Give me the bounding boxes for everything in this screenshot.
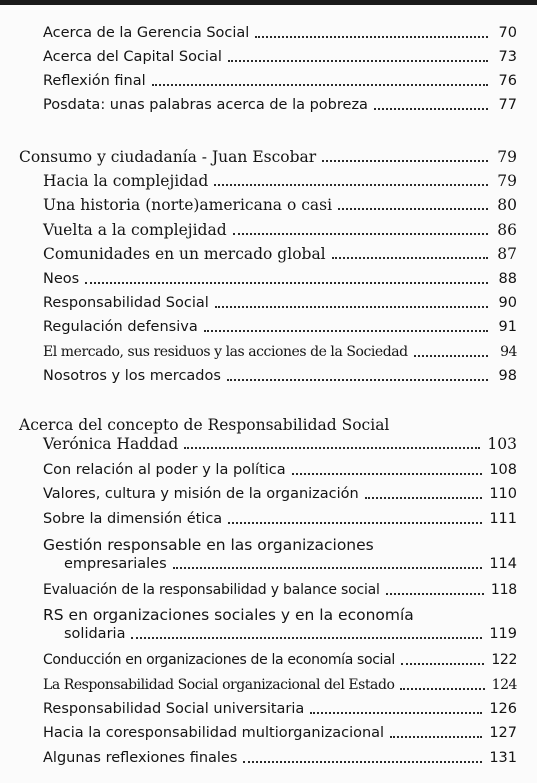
toc-entry-page: 103 — [487, 435, 517, 453]
toc-entry-page: 79 — [497, 148, 517, 166]
toc-entry-page: 87 — [497, 245, 517, 263]
dot-leader — [414, 355, 488, 357]
toc-entry-title: Responsabilidad Social universitaria — [43, 701, 305, 717]
toc-entry-page: 79 — [497, 172, 517, 190]
toc-entry-title: Reflexión final — [43, 73, 146, 89]
toc-entry-page: 80 — [497, 196, 517, 214]
toc-entry-page: 88 — [498, 271, 517, 287]
toc-entry[interactable] — [43, 748, 517, 768]
toc-entry-title: Neos — [43, 271, 80, 287]
toc-entry-title: Nosotros y los mercados — [43, 368, 221, 384]
toc-entry-page: 110 — [489, 486, 517, 502]
dot-leader — [390, 736, 482, 738]
toc-entry-title: Acerca del Capital Social — [43, 49, 222, 65]
toc-entry[interactable] — [43, 434, 517, 454]
toc-entry-page: 98 — [498, 368, 517, 384]
toc-entry[interactable] — [43, 366, 517, 386]
toc-entry[interactable] — [43, 342, 517, 362]
toc-entry-page: 90 — [498, 295, 517, 311]
dot-leader — [214, 184, 488, 186]
dot-leader — [332, 257, 488, 259]
dot-leader — [233, 233, 488, 235]
toc-entry-title: Algunas reflexiones finales — [43, 750, 238, 766]
toc-entry[interactable] — [43, 71, 517, 91]
toc-entry-page: 94 — [500, 344, 517, 360]
toc-entry-title: Valores, cultura y misión de la organización — [43, 486, 359, 502]
toc-entry-page: 108 — [489, 462, 517, 478]
toc-entry[interactable] — [43, 650, 517, 670]
toc-entry[interactable] — [64, 624, 517, 644]
toc-entry[interactable] — [43, 293, 517, 313]
toc-section-heading[interactable] — [19, 147, 517, 167]
dot-leader — [85, 282, 488, 284]
toc-entry-title-line1[interactable]: RS en organizaciones sociales y en la economía — [43, 606, 414, 624]
toc-entry-page: 73 — [498, 49, 517, 65]
dot-leader — [374, 108, 488, 110]
toc-entry[interactable] — [43, 580, 517, 600]
toc-entry[interactable] — [43, 509, 517, 529]
dot-leader — [228, 60, 488, 62]
dot-leader — [292, 473, 483, 475]
toc-entry-title: Comunidades en un mercado global — [43, 245, 326, 263]
toc-entry-title: Posdata: unas palabras acerca de la pobreza — [43, 97, 368, 113]
toc-entry-page: 114 — [489, 556, 517, 572]
toc-entry[interactable] — [43, 723, 517, 743]
dot-leader — [386, 593, 484, 595]
dot-leader — [228, 522, 482, 524]
toc-entry-page: 111 — [489, 511, 517, 527]
toc-entry[interactable] — [43, 171, 517, 191]
toc-entry-title: Verónica Haddad — [43, 435, 179, 453]
toc-entry-page: 77 — [498, 97, 517, 113]
toc-entry-title: Hacia la coresponsabilidad multiorganizacional — [43, 725, 385, 741]
toc-section-heading[interactable]: Acerca del concepto de Responsabilidad Social — [19, 416, 390, 434]
dot-leader — [255, 36, 488, 38]
toc-entry-title: Sobre la dimensión ética — [43, 511, 223, 527]
toc-entry-title: La Responsabilidad Social organizacional del Estado — [43, 677, 395, 693]
toc-entry-page: 122 — [491, 652, 517, 668]
toc-entry-title: Responsabilidad Social — [43, 295, 209, 311]
toc-entry[interactable] — [43, 95, 517, 115]
dot-leader — [400, 688, 484, 690]
dot-leader — [131, 637, 482, 639]
toc-entry-title: Acerca de la Gerencia Social — [43, 25, 250, 41]
toc-entry[interactable] — [43, 269, 517, 289]
toc-entry-page: 86 — [497, 221, 517, 239]
toc-entry[interactable] — [43, 317, 517, 337]
dot-leader — [204, 330, 488, 332]
dot-leader — [322, 160, 488, 162]
toc-entry-title: Hacia la complejidad — [43, 172, 209, 190]
toc-entry[interactable] — [43, 47, 517, 67]
toc-entry[interactable] — [43, 484, 517, 504]
toc-entry-page: 127 — [489, 725, 517, 741]
toc-entry-title: empresariales — [64, 556, 167, 572]
toc-entry-page: 91 — [498, 319, 517, 335]
toc-entry-title: Con relación al poder y la política — [43, 462, 286, 478]
dot-leader — [173, 567, 483, 569]
toc-entry-title: Evaluación de la responsabilidad y balance social — [43, 582, 380, 598]
toc-entry-title: solidaria — [64, 626, 126, 642]
toc-entry[interactable] — [64, 554, 517, 574]
toc-entry-title: Consumo y ciudadanía - Juan Escobar — [19, 148, 317, 166]
toc-entry[interactable] — [43, 195, 517, 215]
toc-entry[interactable] — [43, 675, 517, 695]
dot-leader — [227, 379, 488, 381]
toc-entry-title: Una historia (norte)americana o casi — [43, 196, 333, 214]
toc-entry-title: Conducción en organizaciones de la economía social — [43, 652, 395, 668]
toc-entry-title-line1[interactable]: Gestión responsable en las organizaciones — [43, 536, 374, 554]
toc-entry-page: 124 — [491, 677, 517, 693]
toc-entry-page: 70 — [498, 25, 517, 41]
toc-entry-title: El mercado, sus residuos y las acciones de la Sociedad — [43, 344, 408, 360]
dot-leader — [215, 306, 488, 308]
toc-entry-page: 119 — [489, 626, 517, 642]
dot-leader — [184, 447, 480, 449]
dot-leader — [338, 208, 488, 210]
toc-entry[interactable] — [43, 244, 517, 264]
dot-leader — [365, 497, 483, 499]
dot-leader — [310, 712, 482, 714]
toc-entry-title: Vuelta a la complejidad — [43, 221, 227, 239]
toc-entry-page: 76 — [498, 73, 517, 89]
toc-entry-page: 118 — [490, 582, 517, 598]
toc-entry-page: 131 — [489, 750, 517, 766]
toc-entry[interactable] — [43, 220, 517, 240]
toc-entry-title: Regulación defensiva — [43, 319, 198, 335]
dot-leader — [401, 663, 484, 665]
toc-entry-page: 126 — [489, 701, 517, 717]
toc-entry[interactable] — [43, 699, 517, 719]
dot-leader — [152, 84, 488, 86]
dot-leader — [243, 761, 482, 763]
toc-entry[interactable] — [43, 23, 517, 43]
toc-entry[interactable] — [43, 460, 517, 480]
